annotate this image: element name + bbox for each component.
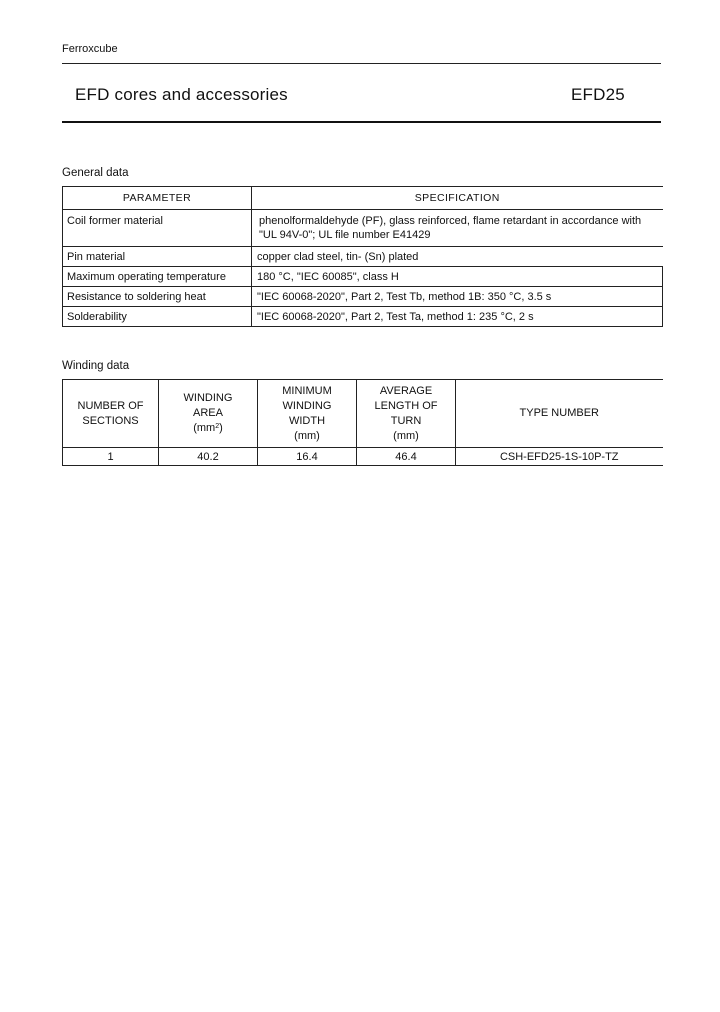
- header-line: AREA: [193, 407, 223, 419]
- header-line: (mm): [294, 429, 320, 442]
- header-line: WINDING: [183, 392, 233, 404]
- header-line: MINIMUM: [282, 384, 332, 397]
- specification-cell: "IEC 60068-2020", Part 2, Test Tb, method 1B: 350 °C, 3.5 s: [252, 287, 663, 307]
- specification-cell: copper clad steel, tin- (Sn) plated: [252, 247, 663, 267]
- table-row: [63, 210, 663, 247]
- header-line: WINDING: [282, 399, 332, 412]
- general-data-heading: General data: [62, 167, 129, 179]
- parameter-cell: Coil former material: [63, 210, 252, 247]
- column-header-minimum-winding-width: [258, 380, 357, 448]
- winding-data-heading: Winding data: [62, 360, 130, 372]
- company-name: Ferroxcube: [62, 43, 118, 55]
- column-header-type-number: TYPE NUMBER: [456, 380, 663, 448]
- unit-exponent: 2: [215, 423, 220, 430]
- unit-text: (mm: [193, 422, 216, 434]
- document-title: EFD cores and accessories: [75, 85, 288, 104]
- column-header-average-length-of-turn: [357, 380, 456, 448]
- table-header-row: [63, 380, 663, 448]
- table-row: [63, 267, 663, 287]
- title-rule: [62, 121, 661, 123]
- sections-cell: 1: [63, 448, 159, 466]
- parameter-cell: Solderability: [63, 307, 252, 327]
- header-line: (mm): [393, 429, 419, 442]
- table-row: [63, 247, 663, 267]
- table-header-row: [63, 187, 663, 210]
- specification-cell: "IEC 60068-2020", Part 2, Test Ta, method 1: 235 °C, 2 s: [252, 307, 663, 327]
- turn-length-cell: 46.4: [357, 448, 456, 466]
- parameter-cell: Resistance to soldering heat: [63, 287, 252, 307]
- header-line: SECTIONS: [82, 414, 139, 427]
- column-header-winding-area: [159, 380, 258, 448]
- general-data-table: [62, 186, 663, 327]
- winding-area-cell: 40.2: [159, 448, 258, 466]
- parameter-cell: Pin material: [63, 247, 252, 267]
- specification-cell: 180 °C, "IEC 60085", class H: [252, 267, 663, 287]
- specification-cell: [252, 210, 663, 247]
- table-row: [63, 448, 663, 466]
- table-row: [63, 287, 663, 307]
- column-header-specification: SPECIFICATION: [252, 187, 663, 210]
- specification-line: "UL 94V-0"; UL file number E41429: [259, 229, 431, 241]
- winding-data-table: [62, 379, 663, 466]
- unit-text: ): [219, 422, 223, 434]
- header-line: LENGTH OF: [374, 399, 438, 412]
- column-header-number-of-sections: [63, 380, 159, 448]
- header-line: AVERAGE: [379, 384, 433, 397]
- parameter-cell: Maximum operating temperature: [63, 267, 252, 287]
- table-row: [63, 307, 663, 327]
- type-number-cell: CSH-EFD25-1S-10P-TZ: [456, 448, 663, 466]
- header-rule: [62, 63, 661, 64]
- header-line: [159, 421, 257, 436]
- winding-width-cell: 16.4: [258, 448, 357, 466]
- specification-line: phenolformaldehyde (PF), glass reinforced, flame retardant in accordance with: [259, 215, 642, 227]
- header-line: TURN: [390, 414, 422, 427]
- product-code: EFD25: [571, 85, 625, 104]
- column-header-parameter: PARAMETER: [63, 187, 252, 210]
- header-line: WIDTH: [288, 414, 326, 427]
- header-line: NUMBER OF: [77, 399, 144, 412]
